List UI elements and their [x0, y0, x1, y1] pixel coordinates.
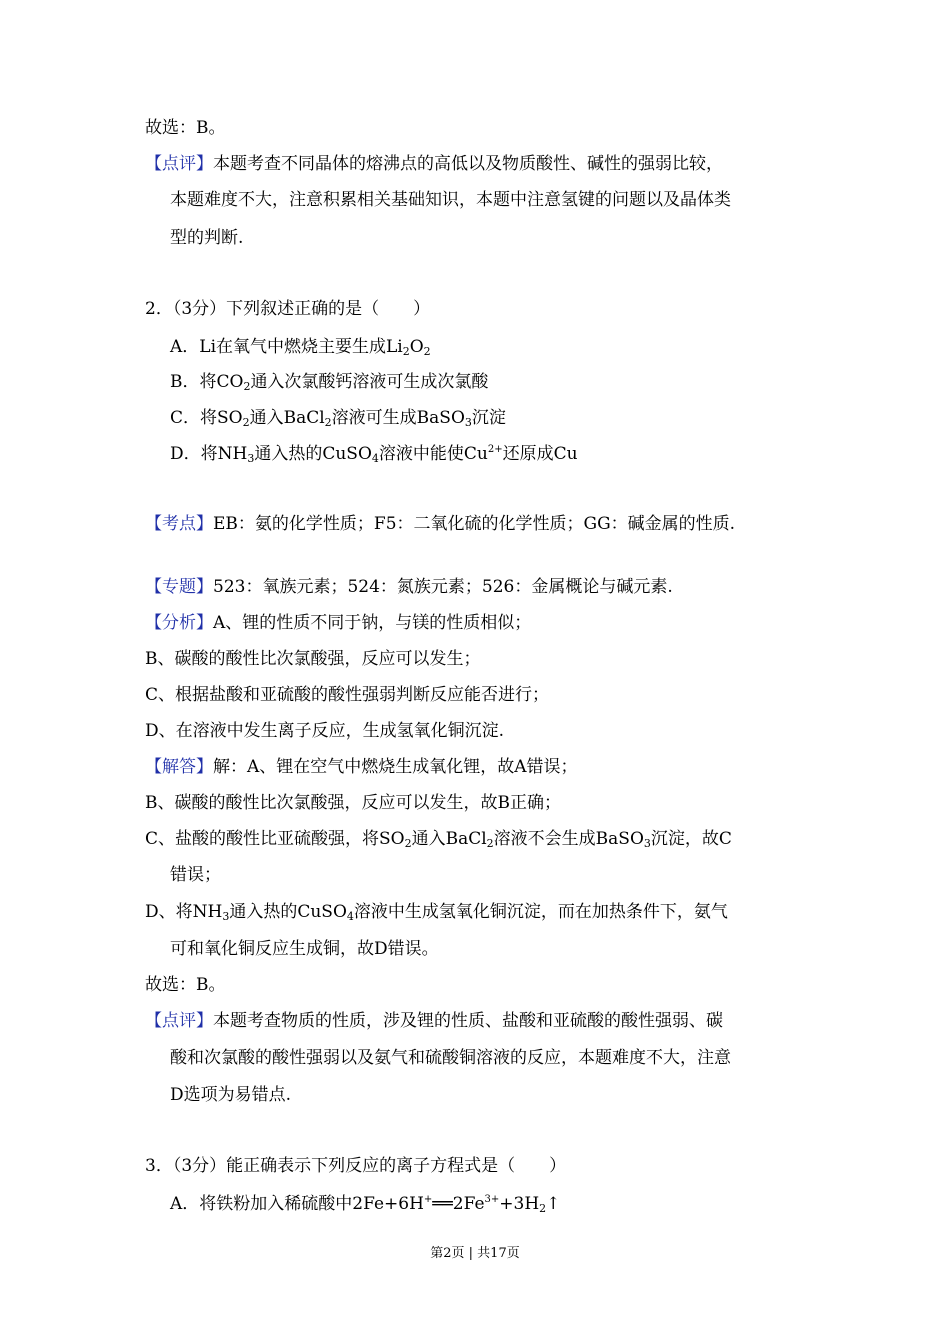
prev-comment-line1: 【点评】本题考查不同晶体的熔沸点的高低以及物质酸性、碱性的强弱比较，: [145, 154, 723, 174]
q2-option-a: A．Li在氧气中燃烧主要生成$Li_2O_2$: [170, 337, 431, 358]
q2-fenxi-1: 【分析】A、锂的性质不同于钠，与镁的性质相似；: [145, 613, 532, 633]
q2-option-c: C．将$SO_2$通入BaCl$_2$溶液可生成BaSO$_3$沉淀: [170, 408, 506, 429]
q2-choice: 故选：B。: [145, 975, 226, 995]
q2-option-d: D．将$NH_3$通入热的CuSO$_4$溶液中能使$Cu^{2+}$还原成Cu: [170, 444, 578, 465]
q2-jieda-2: B、碳酸的酸性比次氯酸强，反应可以发生，故B正确；: [145, 793, 561, 813]
q2-comment-line2: 酸和次氯酸的酸性强弱以及氨气和硫酸铜溶液的反应，本题难度不大，注意: [170, 1048, 731, 1068]
q2-jieda-3: C、盐酸的酸性比亚硫酸强，将$SO_2$通入BaCl$_2$溶液不会生成BaSO$_3$沉淀，故C: [145, 829, 732, 850]
q2-jieda-4: D、将$NH_3$通入热的CuSO$_4$溶液中生成氢氧化铜沉淀，而在加热条件下，氨气: [145, 902, 728, 923]
zhuanti-tag: 【专题】: [145, 577, 213, 597]
q2-zhuanti: 【专题】523：氧族元素；524：氮族元素；526：金属概论与碱元素.: [145, 577, 673, 597]
prev-comment-line3: 型的判断.: [170, 228, 244, 248]
page-footer: 第2页 | 共17页: [430, 1246, 520, 1261]
q2-option-b: B．将$CO_2$通入次氯酸钙溶液可生成次氯酸: [170, 372, 489, 393]
comment-tag: 【点评】: [145, 154, 213, 174]
jieda-tag: 【解答】: [145, 757, 213, 777]
comment-tag: 【点评】: [145, 1011, 213, 1031]
q2-kaodian: 【考点】EB：氨的化学性质；F5：二氧化硫的化学性质；GG：碱金属的性质.: [145, 514, 736, 534]
q2-jieda-1: 【解答】解：A、锂在空气中燃烧生成氧化锂，故A错误；: [145, 757, 578, 777]
q2-comment-line3: D选项为易错点.: [170, 1085, 292, 1105]
q2-comment-line1: 【点评】本题考查物质的性质，涉及锂的性质、盐酸和亚硫酸的酸性强弱、碳: [145, 1011, 723, 1031]
fenxi-tag: 【分析】: [145, 613, 213, 633]
q2-stem: 2．（3分）下列叙述正确的是（ ）: [145, 299, 431, 319]
prev-choice: 故选：B。: [145, 118, 226, 138]
q3-option-a: A．将铁粉加入稀硫酸中$2Fe+6H^+══2Fe^{3+}+3H_2↑$: [170, 1194, 561, 1215]
q3-stem: 3．（3分）能正确表示下列反应的离子方程式是（ ）: [145, 1156, 567, 1176]
q2-jieda-4b: 可和氧化铜反应生成铜，故D错误。: [170, 939, 439, 959]
q2-jieda-3b: 错误；: [170, 865, 221, 885]
kaodian-tag: 【考点】: [145, 514, 213, 534]
q2-fenxi-3: C、根据盐酸和亚硫酸的酸性强弱判断反应能否进行；: [145, 685, 550, 705]
q2-fenxi-4: D、在溶液中发生离子反应，生成氢氧化铜沉淀.: [145, 721, 505, 741]
q2-fenxi-2: B、碳酸的酸性比次氯酸强，反应可以发生；: [145, 649, 481, 669]
prev-comment-line2: 本题难度不大，注意积累相关基础知识，本题中注意氢键的问题以及晶体类: [170, 190, 731, 210]
